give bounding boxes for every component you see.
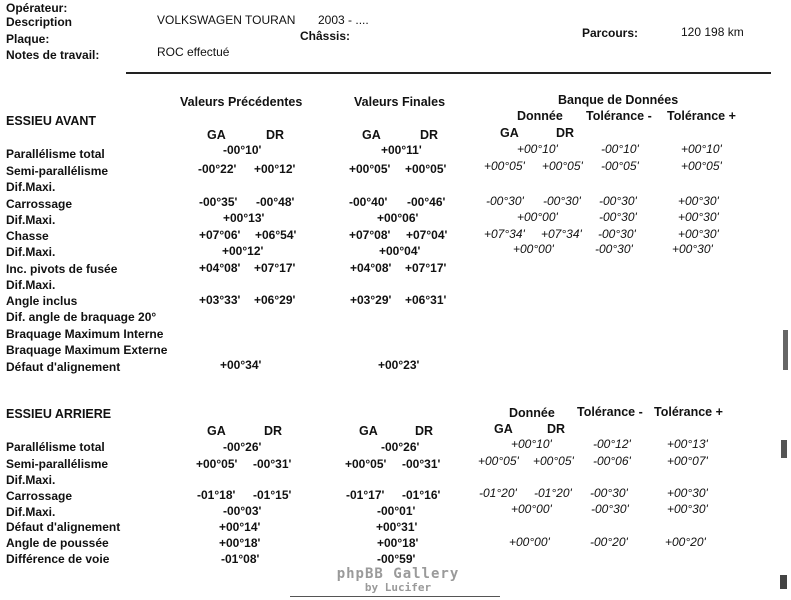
rear-bank-dr-header: DR xyxy=(547,422,566,436)
front-caster-dif-donnee: +00°00' xyxy=(513,242,554,256)
rear-camber-dif-tol-minus: -00°30' xyxy=(591,502,629,516)
front-camber-dif-final: +00°06' xyxy=(377,211,419,225)
rear-prev-dr-header: DR xyxy=(264,424,283,438)
rear-col-donnee: Donnée xyxy=(509,406,555,420)
front-semi-toe-tol-plus: +00°05' xyxy=(681,159,722,173)
rear-camber-don-dr: -01°20' xyxy=(534,486,572,500)
rear-misalignment-prev: +00°14' xyxy=(219,520,261,534)
rear-row-label: Défaut d'alignement xyxy=(6,520,121,534)
rear-thrust-angle-prev: +00°18' xyxy=(219,536,261,550)
front-row-label: Carrossage xyxy=(6,197,73,211)
rear-final-dr-header: DR xyxy=(415,424,434,438)
front-toe-total-prev: -00°10' xyxy=(223,143,262,157)
front-caster-tol-minus: -00°30' xyxy=(598,227,636,241)
front-caster-don-dr: +07°34' xyxy=(541,227,582,241)
rear-camber-dif-prev: -00°03' xyxy=(223,504,262,518)
rear-row-label: Dif.Maxi. xyxy=(6,473,56,487)
rear-misalignment-final: +00°31' xyxy=(376,520,418,534)
rear-prev-ga-header: GA xyxy=(207,424,226,438)
front-caster-prev-ga: +07°06' xyxy=(199,228,241,242)
front-camber-prev-dr: -00°48' xyxy=(256,195,295,209)
rear-semi-toe-final-dr: -00°31' xyxy=(402,457,441,471)
bank-dr-header: DR xyxy=(556,126,575,140)
front-row-label: Angle inclus xyxy=(6,294,78,308)
front-row-label: Dif. angle de braquage 20° xyxy=(6,310,157,324)
rear-semi-toe-tol-minus: -00°06' xyxy=(593,454,631,468)
rear-camber-tol-plus: +00°30' xyxy=(667,486,708,500)
front-camber-dif-tol-plus: +00°30' xyxy=(678,210,719,224)
front-misalignment-prev: +00°34' xyxy=(220,358,262,372)
footer-divider xyxy=(290,596,500,597)
watermark-subtitle: by Lucifer xyxy=(364,581,432,594)
front-semi-toe-final-ga: +00°05' xyxy=(349,162,391,176)
front-camber-tol-plus: +00°30' xyxy=(678,194,719,208)
front-semi-toe-don-ga: +00°05' xyxy=(484,159,525,173)
front-kingpin-final-ga: +04°08' xyxy=(350,261,392,275)
rear-track-diff-prev: -01°08' xyxy=(221,552,260,566)
rear-col-tol-plus: Tolérance + xyxy=(654,405,723,419)
front-caster-tol-plus: +00°30' xyxy=(678,227,719,241)
rear-toe-total-final: -00°26' xyxy=(381,440,420,454)
rear-camber-dif-tol-plus: +00°30' xyxy=(667,502,708,516)
front-row-label: Dif.Maxi. xyxy=(6,180,56,194)
front-included-angle-final-ga: +03°29' xyxy=(350,293,392,307)
front-caster-dif-tol-plus: +00°30' xyxy=(672,242,713,256)
front-toe-total-final: +00°11' xyxy=(381,143,422,157)
rear-thrust-angle-donnee: +00°00' xyxy=(509,535,550,549)
front-row-label: Dif.Maxi. xyxy=(6,245,56,259)
col-tol-minus: Tolérance - xyxy=(586,109,652,123)
rear-row-label: Angle de poussée xyxy=(6,536,109,550)
rear-row-label: Dif.Maxi. xyxy=(6,505,56,519)
rear-camber-prev-ga: -01°18' xyxy=(197,488,236,502)
front-misalignment-final: +00°23' xyxy=(378,358,420,372)
rear-camber-don-ga: -01°20' xyxy=(479,486,517,500)
front-caster-dif-tol-minus: -00°30' xyxy=(595,242,633,256)
rear-toe-total-tol-plus: +00°13' xyxy=(667,437,708,451)
front-caster-final-dr: +07°04' xyxy=(406,228,448,242)
operator-label: Opérateur: xyxy=(6,1,68,15)
vehicle-description: VOLKSWAGEN TOURAN xyxy=(157,13,296,27)
front-row-label: Chasse xyxy=(6,229,49,243)
front-row-label: Inc. pivots de fusée xyxy=(6,262,118,276)
front-row-label: Parallélisme total xyxy=(6,147,105,161)
rear-row-label: Différence de voie xyxy=(6,552,110,566)
front-toe-total-tol-minus: -00°10' xyxy=(601,142,639,156)
front-camber-final-dr: -00°46' xyxy=(407,195,446,209)
front-kingpin-final-dr: +07°17' xyxy=(405,261,447,275)
col-donnee: Donnée xyxy=(517,109,563,123)
rear-track-diff-final: -00°59' xyxy=(377,552,416,566)
scan-edge-mark xyxy=(783,330,788,370)
mileage-value: 120 198 km xyxy=(681,25,744,39)
work-notes-value: ROC effectué xyxy=(157,45,230,59)
rear-camber-final-dr: -01°16' xyxy=(402,488,441,502)
front-axle-title: ESSIEU AVANT xyxy=(6,114,97,128)
rear-row-label: Parallélisme total xyxy=(6,440,105,454)
front-camber-final-ga: -00°40' xyxy=(349,195,388,209)
rear-toe-total-prev: -00°26' xyxy=(223,440,262,454)
front-row-label: Braquage Maximum Interne xyxy=(6,327,164,341)
watermark-title: phpBB Gallery xyxy=(336,566,460,582)
rear-thrust-angle-tol-minus: -00°20' xyxy=(590,535,628,549)
front-camber-dif-prev: +00°13' xyxy=(223,211,265,225)
work-notes-label: Notes de travail: xyxy=(6,48,100,62)
front-caster-prev-dr: +06°54' xyxy=(255,228,297,242)
rear-camber-dif-final: -00°01' xyxy=(377,504,416,518)
front-row-label: Dif.Maxi. xyxy=(6,213,56,227)
rear-thrust-angle-final: +00°18' xyxy=(377,536,419,550)
col-database: Banque de Données xyxy=(558,93,679,107)
vehicle-year: 2003 - .... xyxy=(318,13,369,27)
rear-semi-toe-tol-plus: +00°07' xyxy=(667,454,708,468)
rear-camber-prev-dr: -01°15' xyxy=(253,488,292,502)
prev-dr-header: DR xyxy=(266,128,285,142)
mileage-label: Parcours: xyxy=(582,26,639,40)
rear-thrust-angle-tol-plus: +00°20' xyxy=(665,535,706,549)
front-caster-final-ga: +07°08' xyxy=(349,228,391,242)
front-row-label: Braquage Maximum Externe xyxy=(6,343,168,357)
front-included-angle-prev-ga: +03°33' xyxy=(199,293,241,307)
rear-camber-final-ga: -01°17' xyxy=(346,488,385,502)
front-kingpin-prev-ga: +04°08' xyxy=(199,261,241,275)
rear-bank-ga-header: GA xyxy=(494,422,513,436)
front-included-angle-prev-dr: +06°29' xyxy=(254,293,296,307)
front-caster-dif-final: +00°04' xyxy=(379,244,421,258)
rear-row-label: Carrossage xyxy=(6,489,73,503)
front-camber-dif-tol-minus: -00°30' xyxy=(599,210,637,224)
description-label: Description xyxy=(6,15,73,29)
front-row-label: Défaut d'alignement xyxy=(6,360,121,374)
col-final-values: Valeurs Finales xyxy=(354,95,446,109)
front-semi-toe-don-dr: +00°05' xyxy=(542,159,583,173)
front-row-label: Dif.Maxi. xyxy=(6,278,56,292)
front-kingpin-prev-dr: +07°17' xyxy=(254,261,296,275)
front-caster-don-ga: +07°34' xyxy=(484,227,525,241)
plate-label: Plaque: xyxy=(6,32,50,46)
final-dr-header: DR xyxy=(420,128,439,142)
rear-camber-dif-donnee: +00°00' xyxy=(511,502,552,516)
col-tol-plus: Tolérance + xyxy=(667,109,736,123)
prev-ga-header: GA xyxy=(207,128,226,142)
rear-row-label: Semi-parallélisme xyxy=(6,457,109,471)
rear-toe-total-tol-minus: -00°12' xyxy=(593,437,631,451)
front-caster-dif-prev: +00°12' xyxy=(222,244,264,258)
rear-axle-title: ESSIEU ARRIERE xyxy=(6,407,112,421)
final-ga-header: GA xyxy=(362,128,381,142)
col-previous-values: Valeurs Précédentes xyxy=(180,95,303,109)
front-camber-prev-ga: -00°35' xyxy=(199,195,238,209)
front-semi-toe-prev-dr: +00°12' xyxy=(254,162,296,176)
header-divider xyxy=(126,72,771,74)
scan-edge-mark xyxy=(781,440,787,458)
rear-semi-toe-don-ga: +00°05' xyxy=(478,454,519,468)
front-camber-dif-donnee: +00°00' xyxy=(517,210,558,224)
front-semi-toe-tol-minus: -00°05' xyxy=(601,159,639,173)
rear-toe-total-donnee: +00°10' xyxy=(511,437,552,451)
rear-semi-toe-don-dr: +00°05' xyxy=(533,454,574,468)
bank-ga-header: GA xyxy=(500,126,519,140)
front-camber-don-ga: -00°30' xyxy=(486,194,524,208)
rear-semi-toe-prev-dr: -00°31' xyxy=(253,457,292,471)
chassis-label: Châssis: xyxy=(300,29,351,43)
front-semi-toe-final-dr: +00°05' xyxy=(405,162,447,176)
front-camber-tol-minus: -00°30' xyxy=(599,194,637,208)
front-semi-toe-prev-ga: -00°22' xyxy=(198,162,237,176)
rear-camber-tol-minus: -00°30' xyxy=(590,486,628,500)
scan-edge-mark xyxy=(780,575,787,589)
rear-semi-toe-prev-ga: +00°05' xyxy=(196,457,238,471)
front-camber-don-dr: -00°30' xyxy=(543,194,581,208)
front-toe-total-donnee: +00°10' xyxy=(517,142,558,156)
rear-final-ga-header: GA xyxy=(359,424,378,438)
rear-semi-toe-final-ga: +00°05' xyxy=(345,457,387,471)
front-included-angle-final-dr: +06°31' xyxy=(405,293,447,307)
rear-col-tol-minus: Tolérance - xyxy=(577,405,643,419)
front-row-label: Semi-parallélisme xyxy=(6,164,109,178)
front-toe-total-tol-plus: +00°10' xyxy=(681,142,722,156)
